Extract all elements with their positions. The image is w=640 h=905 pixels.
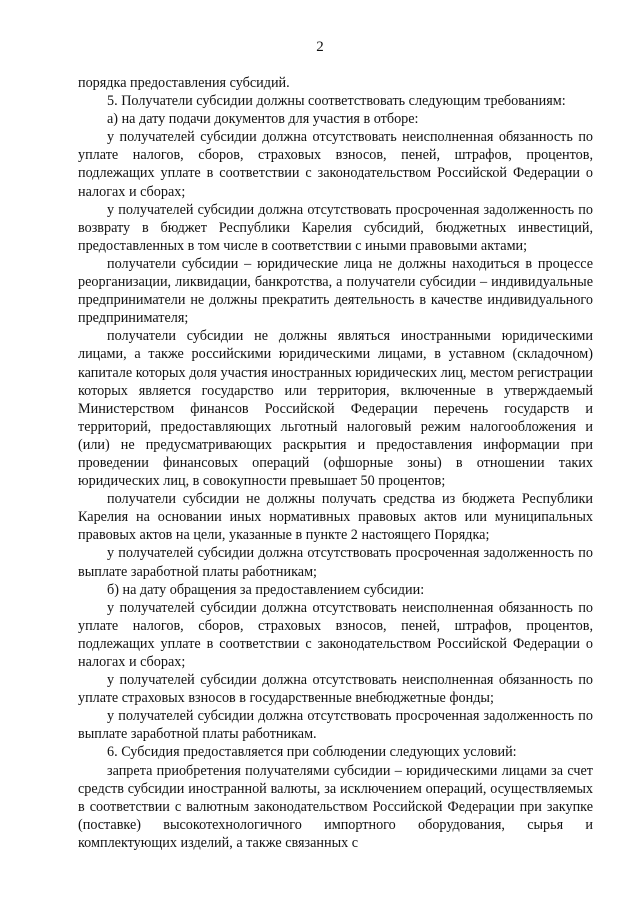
paragraph: получатели субсидии – юридические лица не должны находиться в процессе реорганизации, ликвидации, банкротства, а получатели субсидии – индивидуальные предприниматели не должны прекратить деятельность в качестве индивидуального предпринимателя; xyxy=(78,255,593,327)
paragraph: у получателей субсидии должна отсутствовать просроченная задолженность по возврату в бюджет Республики Карелия субсидий, бюджетных инвестиций, предоставленных в том числе в соответствии с иными правовыми актами; xyxy=(78,201,593,254)
paragraph: получатели субсидии не должны получать средства из бюджета Республики Карелия на основании иных нормативных правовых актов или муниципальных правовых актов на цели, указанные в пункте 2 настоящего Порядка; xyxy=(78,491,593,544)
paragraph: а) на дату подачи документов для участия в отборе: xyxy=(107,111,419,128)
paragraph: порядка предоставления субсидий. xyxy=(78,75,290,91)
paragraph: у получателей субсидии должна отсутствовать неисполненная обязанность по уплате страховых взносов в государственные внебюджетные фонды; xyxy=(78,672,593,707)
paragraph: запрета приобретения получателями субсидии – юридическими лицами за счет средств субсидии иностранной валюты, за исключением операций, осуществляемых в соответствии с валютным законодательством Российской Федерации при закупке (поставке) высокотехнологичного импортного оборудования, сырья и комплектующих изделий, а также связанных с xyxy=(78,762,593,851)
paragraph: 6. Субсидия предоставляется при соблюдении следующих условий: xyxy=(107,744,517,761)
paragraph: у получателей субсидии должна отсутствовать просроченная задолженность по выплате заработной платы работникам. xyxy=(78,708,593,743)
paragraph: у получателей субсидии должна отсутствовать неисполненная обязанность по уплате налогов, сборов, страховых взносов, пеней, штрафов, процентов, подлежащих уплате в соответствии с законодательством Российской Федерации о налогах и сборах; xyxy=(78,599,593,670)
paragraph: 5. Получатели субсидии должны соответствовать следующим требованиям: xyxy=(107,93,566,110)
paragraph: у получателей субсидии должна отсутствовать просроченная задолженность по выплате заработной платы работникам; xyxy=(78,545,593,580)
page-number: 2 xyxy=(316,39,324,55)
paragraph: б) на дату обращения за предоставлением субсидии: xyxy=(107,581,425,598)
paragraph: получатели субсидии не должны являться иностранными юридическими лицами, а также российскими юридическими лицами, в уставном (складочном) капитале которых доля участия иностранных юридических лиц, местом регистрации которых является государство или территория, включенные в утверждаемый Министерством финансов Российской Федерации перечень государств и территорий, предоставляющих льготный налоговый режим налогообложения и (или) не предусматривающих раскрытия и предоставления информации при проведении финансовых операций (офшорные зоны) в отношении таких юридических лиц, в совокупности превышает 50 процентов; xyxy=(78,328,593,490)
document-body xyxy=(78,74,593,852)
paragraph: у получателей субсидии должна отсутствовать неисполненная обязанность по уплате налогов, сборов, страховых взносов, пеней, штрафов, процентов, подлежащих уплате в соответствии с законодательством Российской Федерации о налогах и сборах; xyxy=(78,129,593,200)
